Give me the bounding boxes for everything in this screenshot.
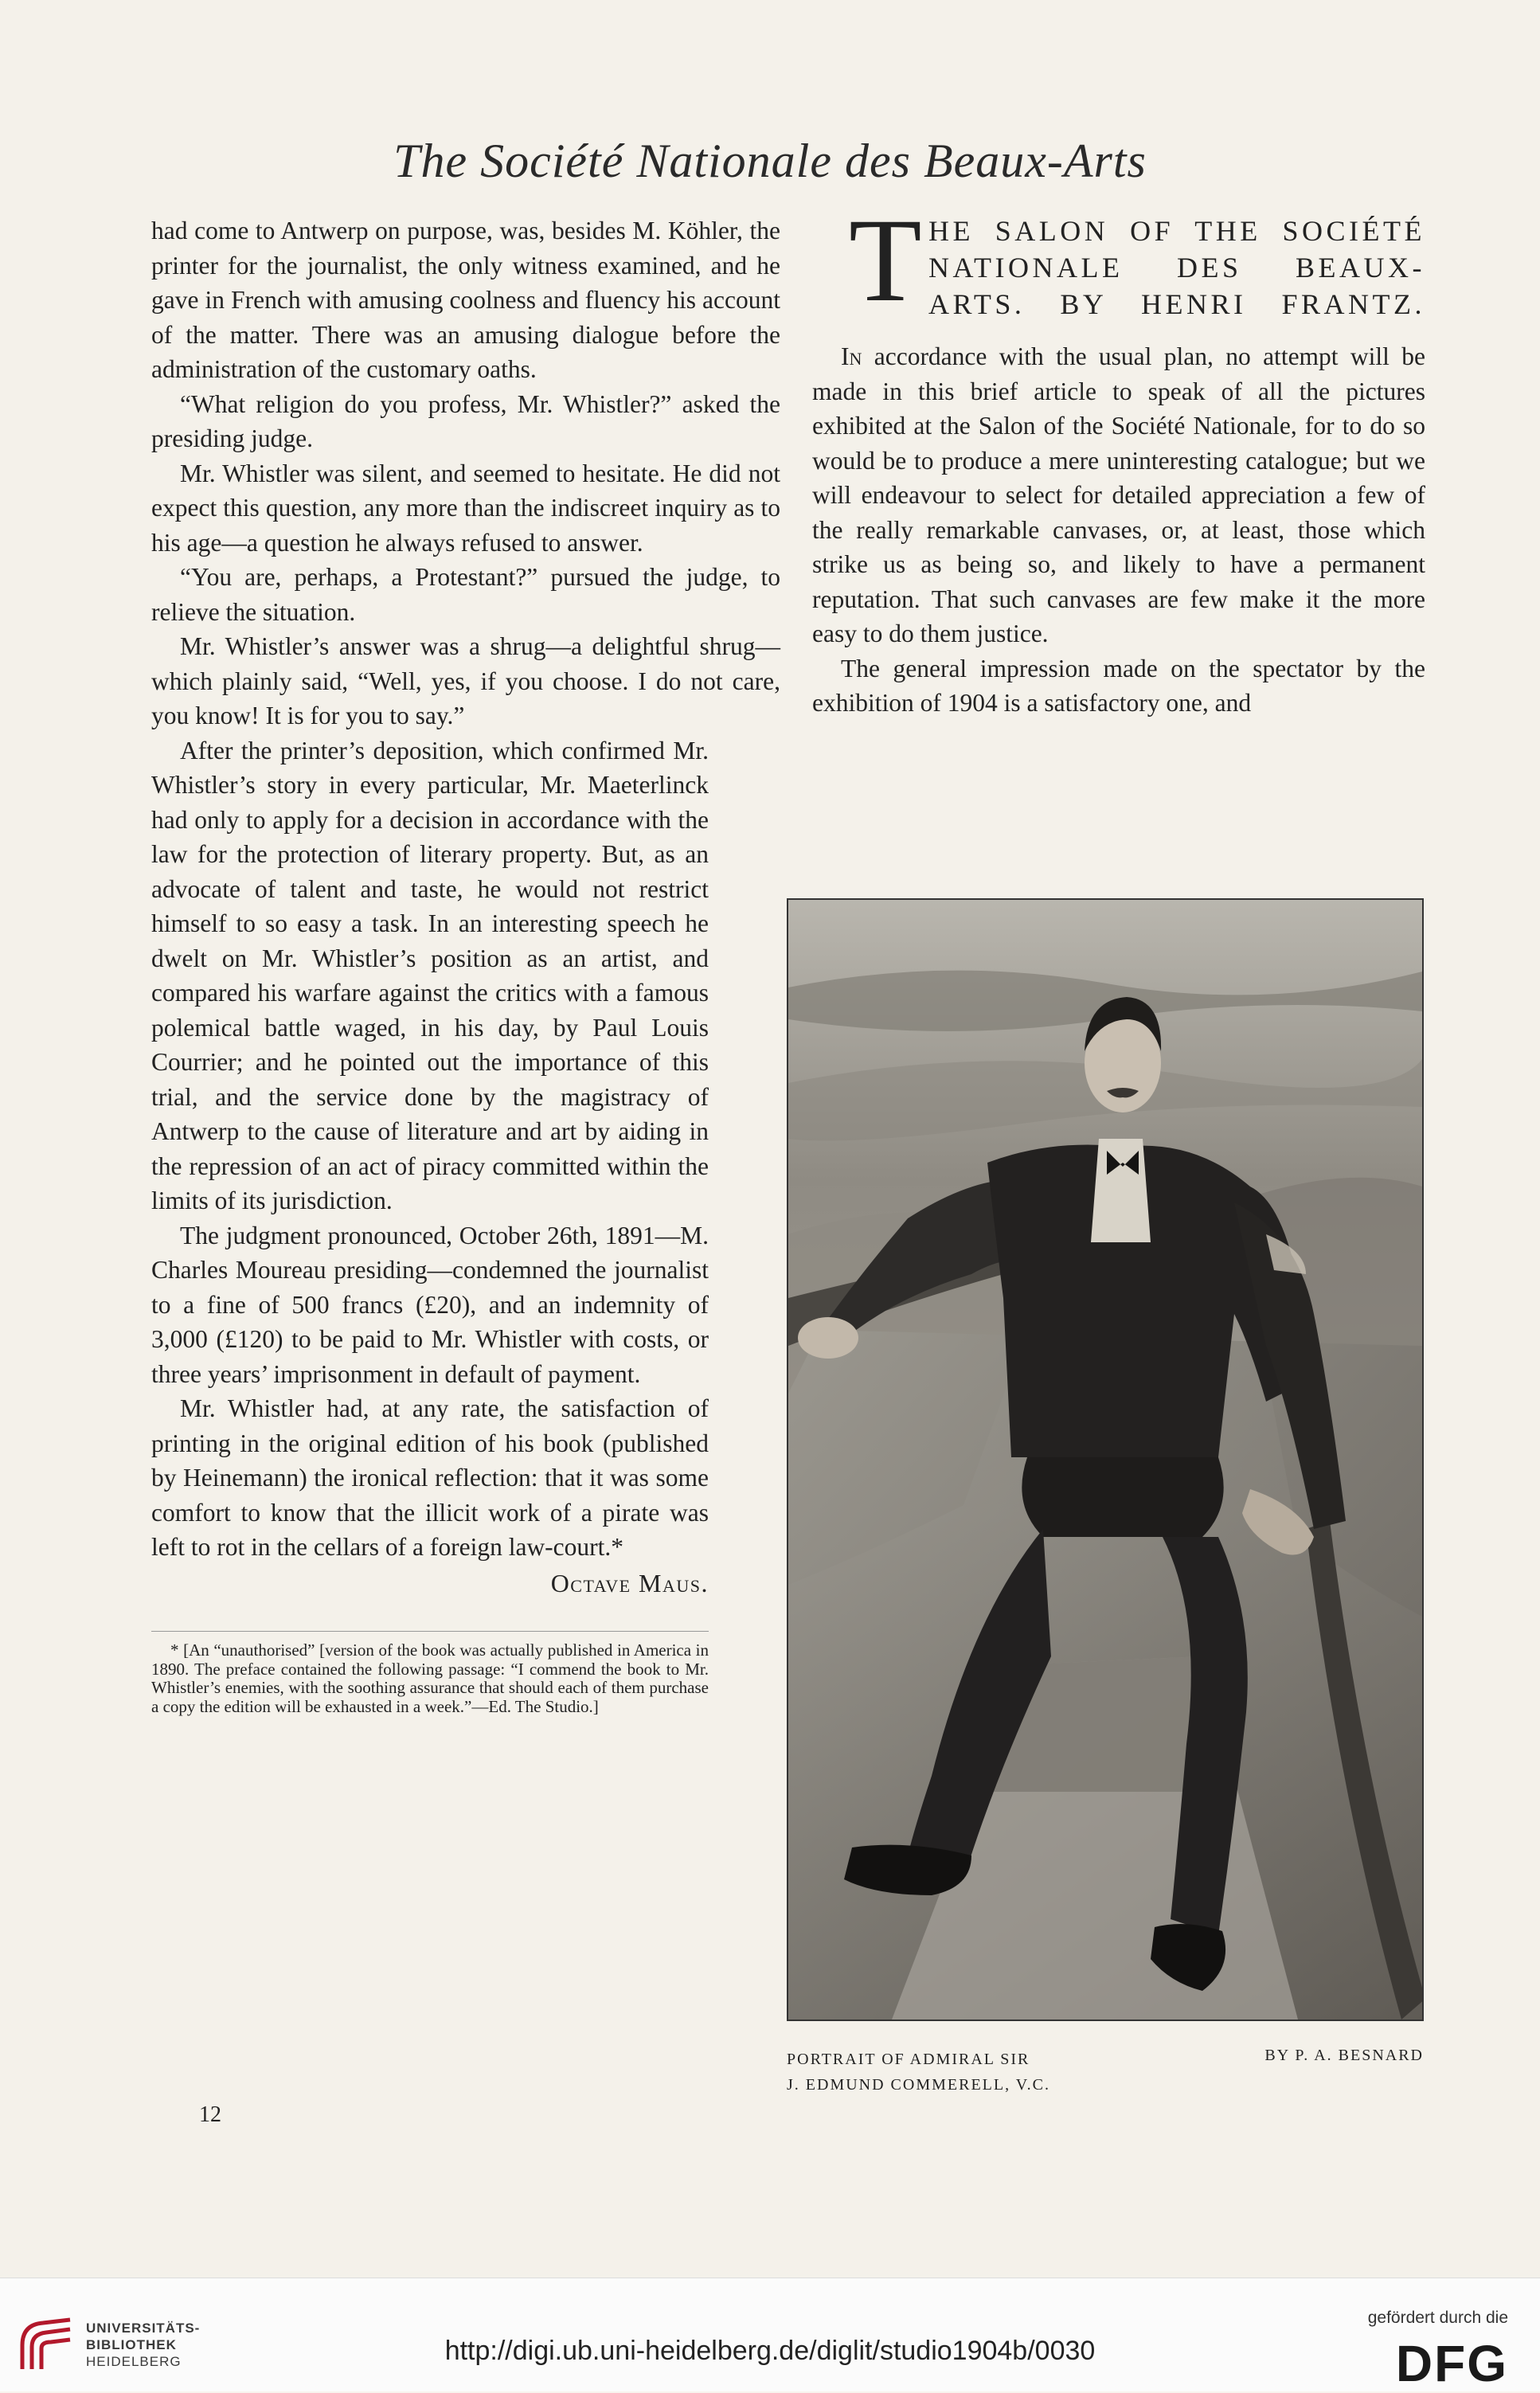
heading-line: NATIONALE DES BEAUX-: [928, 252, 1425, 283]
caption-line: J. EDMUND COMMERELL, V.C.: [787, 2076, 1050, 2094]
source-url-link[interactable]: http://digi.ub.uni-heidelberg.de/diglit/studio1904b/0030: [444, 2336, 1096, 2366]
caption-line: PORTRAIT OF ADMIRAL SIR: [787, 2051, 1030, 2068]
funding-text: gefördert durch die: [1367, 2309, 1508, 2327]
figure-caption-credit: BY P. A. BESNARD: [1264, 2047, 1424, 2064]
page-number: 12: [199, 2102, 221, 2127]
article-heading: [812, 194, 1425, 339]
paragraph: Mr. Whistler was silent, and seemed to hesitate. He did not expect this question, any more than the indiscreet inquiry as to his age—a question he always refused to answer.: [151, 459, 780, 557]
library-name-line: HEIDELBERG: [86, 2354, 182, 2369]
library-name-line: BIBLIOTHEK: [86, 2337, 177, 2352]
figure-caption-title: [787, 2047, 1050, 2098]
library-name-line: UNIVERSITÄTS-: [86, 2321, 201, 2336]
paragraph: After the printer’s deposition, which confirmed Mr. Whistler’s story in every particular, Mr. Maeterlinck had only to apply for a decision in accordance with the law for the protection of literary property. But, as an advocate of talent and taste, he would not restrict himself to so easy a task. In an interesting speech he dwelt on Mr. Whistler’s position as an artist, and compared his warfare against the critics with a famous polemical battle waged, in his day, by Paul Louis Courrier; and he pointed out the importance of this trial, and the service done by the magistracy of Antwerp to the cause of literature and art by aiding in the repression of an act of piracy committed within the limits of its jurisdiction.: [151, 736, 709, 1214]
footnote-text: * [An “unauthorised” [version of the book was actually published in America in 1890. The preface contained the following passage: “I commend the book to Mr. Whistler’s enemies, with the soothing assurance that should each of them purchase a copy the edition will be exhausted in a week.”—Ed. The Studio.]: [151, 1640, 709, 1716]
digitization-footer: [0, 2278, 1540, 2391]
paragraph: “You are, perhaps, a Protestant?” pursued the judge, to relieve the situation.: [151, 563, 780, 626]
paragraph: The judgment pronounced, October 26th, 1891—M. Charles Moureau presiding—condemned the journalist to a fine of 500 francs (£20), and an indemnity of 3,000 (£120) to be paid to Mr. Whistler with costs, or three years’ imprisonment in default of payment.: [151, 1221, 709, 1388]
portrait-illustration: [788, 900, 1422, 2020]
paragraph-text: accordance with the usual plan, no attempt will be made in this brief article to speak of all the pictures exhibited at the Salon of the Société Nationale, for to do so would be to produce a mere uninteresting catalogue; but we will endeavour to select for detailed appreciation a few of the really remarkable canvases, or, at least, those which strike us as being so, and likely to have a permanent reputation. That such canvases are few make it the more easy to do them justice.: [812, 342, 1425, 647]
paragraph: Mr. Whistler had, at any rate, the satisfaction of printing in the original edition of his book (published by Heinemann) the ironical reflection: that it was some comfort to know that the illicit work of a pirate was left to rot in the cellars of a foreign law-court.*: [151, 1394, 709, 1561]
footnote: [151, 1631, 709, 1716]
drop-cap: T: [849, 194, 926, 326]
paragraph: Mr. Whistler’s answer was a shrug—a delightful shrug—which plainly said, “Well, yes, if you choose. I do not care, you know! It is for you to say.”: [151, 632, 780, 729]
lead-in: In: [841, 342, 862, 370]
right-column: [812, 194, 1425, 721]
heading-line: HE SALON OF THE SOCIÉTÉ: [928, 215, 1425, 247]
running-head: The Société Nationale des Beaux-Arts: [393, 135, 1147, 187]
dfg-logo: DFG: [1395, 2335, 1508, 2392]
paragraph: “What religion do you profess, Mr. Whistler?” asked the presiding judge.: [151, 389, 780, 452]
portrait-image: [787, 898, 1424, 2021]
heading-line: ARTS. BY HENRI FRANTZ.: [928, 288, 1425, 320]
narrow-paragraphs: [151, 733, 709, 1565]
paragraph: The general impression made on the spectator by the exhibition of 1904 is a satisfactory one, and: [812, 654, 1425, 717]
left-column: [151, 213, 780, 1716]
left-paragraphs: [151, 213, 780, 733]
paragraph: [812, 339, 1425, 651]
author-signature: Octave Maus.: [550, 1568, 709, 1597]
paragraph: had come to Antwerp on purpose, was, besides M. Köhler, the printer for the journalist, the only witness examined, and he gave in French with amusing coolness and fluency his account of the matter. There was an amusing dialogue before the administration of the customary oaths.: [151, 217, 780, 383]
